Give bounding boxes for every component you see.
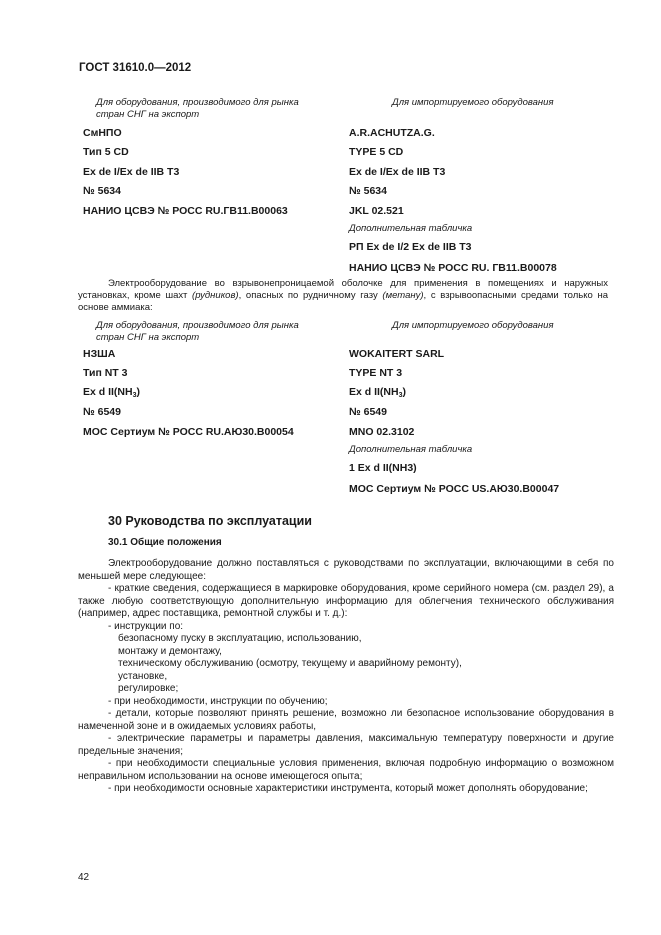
- intro-paragraph: Электрооборудование во взрывонепроницаемой оболочке для применения в помещениях и наружных установках, кроме шахт (рудников), опасных по рудничному газу (метану), с взрывоопасными средами только на основе аммиака:: [78, 278, 608, 313]
- body-line: - электрические параметры и параметры давления, максимальную температуру поверхности и другие предельные значения;: [78, 733, 614, 757]
- body-line: техническому обслуживанию (осмотру, текущему и аварийному ремонту),: [118, 658, 462, 669]
- marking-line: Тип 5 CD: [83, 146, 129, 158]
- marking-line: МОС Сертиум № РОСС RU.АЮ30.В00054: [83, 426, 294, 438]
- marking-line: НАНИО ЦСВЭ № РОСС RU.ГВ11.В00063: [83, 205, 288, 217]
- left-column-caption: Для оборудования, производимого для рынка стран СНГ на экспорт: [96, 320, 299, 343]
- marking-line: Тип NT 3: [83, 367, 128, 379]
- marking-line: TYPE 5 CD: [349, 146, 404, 158]
- right-column-caption: Для импортируемого оборудования: [392, 97, 554, 108]
- marking-line: Ex de I/Ex de IIB T3: [83, 166, 180, 178]
- marking-line: 1 Ex d II(NH3): [349, 462, 417, 474]
- body-line: - при необходимости специальные условия применения, включая подробную информацию о возможном неправильном использовании на основе имеющегося опыта;: [78, 758, 614, 782]
- additional-plate-note: Дополнительная табличка: [349, 223, 473, 234]
- right-column-caption: Для импортируемого оборудования: [392, 320, 554, 331]
- marking-line: A.R.ACHUTZA.G.: [349, 127, 435, 139]
- marking-line: НАНИО ЦСВЭ № РОСС RU. ГВ11.В00078: [349, 262, 557, 274]
- body-line: - детали, которые позволяют принять решение, возможно ли безопасное использование оборудования в намеченной зоне и в ожидаемых условиях работы,: [78, 708, 614, 732]
- section-title: 30 Руководства по эксплуатации: [108, 514, 312, 528]
- marking-line: № 6549: [349, 406, 387, 418]
- marking-line: Ex d $II(NH_3)$: [349, 386, 406, 399]
- body-line: установке,: [118, 670, 168, 682]
- body-line: безопасному пуску в эксплуатацию, использованию,: [118, 633, 362, 644]
- marking-line: Ex d $II(NH_3)$: [83, 386, 140, 399]
- marking-line: № 6549: [83, 406, 121, 418]
- subsection-title: 30.1 Общие положения: [108, 537, 222, 548]
- marking-line: СмНПО: [83, 127, 122, 139]
- body-line: - краткие сведения, содержащиеся в маркировке оборудования, кроме серийного номера (см. раздел 29), а также любую соответствующую дополнительную информацию для облегчения технического обслуживания (например, адрес поставщика, ремонтной службы и т. д.):: [78, 583, 614, 619]
- marking-line: МОС Сертиум № РОСС US.АЮ30.В00047: [349, 483, 560, 495]
- marking-line: TYPE NT 3: [349, 367, 403, 379]
- body-line: - при необходимости основные характеристики инструмента, который может дополнять оборудование;: [108, 783, 588, 794]
- body-line: - инструкции по:: [108, 620, 184, 632]
- page-number: 42: [78, 872, 90, 883]
- marking-line: JKL 02.521: [349, 205, 404, 217]
- marking-line: РП Ex de I/2 Ex de IIB T3: [349, 241, 472, 253]
- section-body: [78, 558, 614, 796]
- marking-line: MNO 02.3102: [349, 426, 415, 438]
- marking-line: № 5634: [349, 185, 387, 197]
- body-line: регулировке;: [118, 683, 179, 694]
- body-line: Электрооборудование должно поставляться с руководствами по эксплуатации, включающими в себя по меньшей мере следующее:: [78, 558, 614, 582]
- body-line: монтажу и демонтажу,: [118, 645, 222, 657]
- marking-line: WOKAITERT SARL: [349, 348, 445, 360]
- marking-line: НЗША: [83, 348, 116, 360]
- additional-plate-note: Дополнительная табличка: [349, 444, 473, 455]
- body-line: - при необходимости, инструкции по обучению;: [108, 695, 328, 707]
- document-header: ГОСТ 31610.0—2012: [79, 62, 192, 74]
- marking-line: Ex de I/Ex de IIB T3: [349, 166, 446, 178]
- left-column-caption: Для оборудования, производимого для рынка стран СНГ на экспорт: [96, 97, 299, 120]
- marking-line: № 5634: [83, 185, 121, 197]
